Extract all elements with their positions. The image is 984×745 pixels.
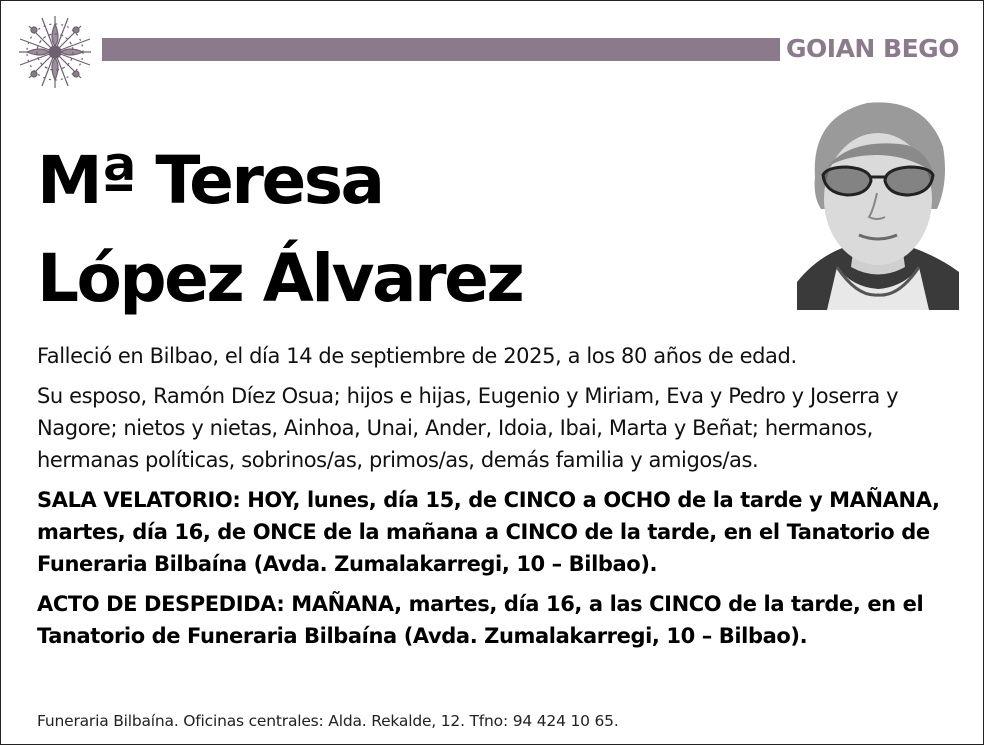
wake-details: SALA VELATORIO: HOY, lunes, día 15, de CINCO a OCHO de la tarde y MAÑANA, martes, día 16, de ONCE de la mañana a CINCO de la tarde, en el Tanatorio de Funeraria Bilbaína (Avda. Zumalakarregi, 10 – Bilbao). [37, 488, 940, 576]
obituary-body [37, 340, 955, 652]
deceased-name [37, 132, 522, 328]
funeral-home-footer: Funeraria Bilbaína. Oficinas centrales: Alda. Rekalde, 12. Tfno: 94 424 10 65. [37, 712, 619, 730]
family-paragraph: Su esposo, Ramón Díez Osua; hijos e hijas, Eugenio y Miriam, Eva y Pedro y Joserra y Nagore; nietos y nietas, Ainhoa, Unai, Ander, Idoia, Ibai, Marta y Beñat; hermanos, hermanas políticas, sobrinos/as, primos/as, demás familia y amigos/as. [37, 384, 899, 472]
deceased-name-line-2: López Álvarez [37, 240, 523, 317]
section-tag: GOIAN BEGO [786, 34, 959, 63]
death-notice: Falleció en Bilbao, el día 14 de septiembre de 2025, a los 80 años de edad. [37, 344, 797, 368]
portrait-photo [797, 97, 959, 310]
header-bar [102, 38, 780, 61]
deceased-name-line-1: Mª Teresa [37, 142, 383, 219]
farewell-details: ACTO DE DESPEDIDA: MAÑANA, martes, día 16, a las CINCO de la tarde, en el Tanatorio de Funeraria Bilbaína (Avda. Zumalakarregi, 10 – Bilbao). [37, 592, 924, 648]
flower-ornament-icon [14, 12, 96, 92]
